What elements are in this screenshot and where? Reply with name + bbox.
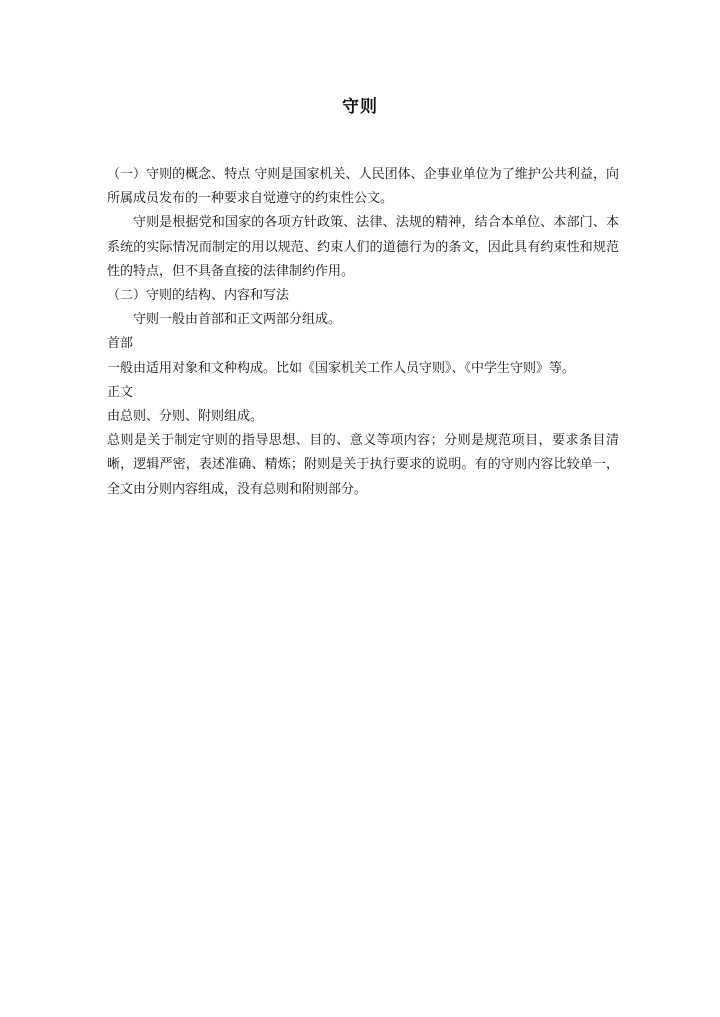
- paragraph-body-desc: 总则是关于制定守则的指导思想、目的、意义等项内容；分则是规范项目，要求条目清晰，逻辑严密，表述准确、精炼；附则是关于执行要求的说明。有的守则内容比较单一，全文由分则内容组成，没有总则和附则部分。: [107, 433, 619, 497]
- subheading-body: 正文: [107, 384, 134, 400]
- paragraph-concept: （一）守则的概念、特点 守则是国家机关、人民团体、企事业单位为了维护公共利益，向所属成员发布的一种要求自觉遵守的约束性公文。: [107, 167, 619, 207]
- document-title: 守则: [342, 97, 378, 117]
- paragraph-header-desc: 一般由适用对象和文种构成。比如《国家机关工作人员守则》、《中学生守则》等。: [107, 360, 576, 376]
- document-body: [107, 163, 619, 502]
- paragraph-composition: 守则一般由首部和正文两部分组成。: [133, 312, 342, 328]
- section-heading-structure: （二）守则的结构、内容和写法: [107, 288, 290, 304]
- subheading-header: 首部: [107, 336, 134, 352]
- paragraph-body-parts: 由总则、分则、附则组成。: [107, 409, 264, 425]
- paragraph-basis: 守则是根据党和国家的各项方针政策、法律、法规的精神，结合本单位、本部门、本系统的实际情况而制定的用以规范、约束人们的道德行为的条文，因此具有约束性和规范性的特点，但不具备直接的法律制约作用。: [107, 215, 619, 279]
